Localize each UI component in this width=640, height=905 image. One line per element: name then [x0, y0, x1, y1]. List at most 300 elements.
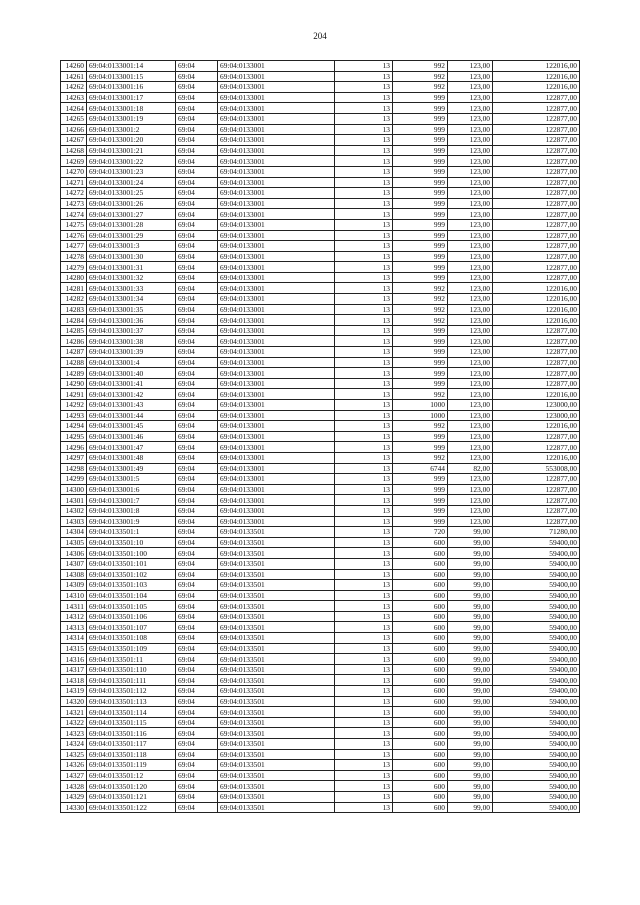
table-row: [61, 717, 580, 728]
quarter-code-cell: 69:04:0133001: [218, 336, 335, 347]
cadastral-number-cell: 69:04:0133001:5: [87, 474, 176, 485]
cadastral-number-cell: 69:04:0133001:40: [87, 368, 176, 379]
area-cell: 999: [393, 516, 448, 527]
row-number-cell: 14297: [61, 452, 87, 463]
district-code-cell: 69:04: [176, 505, 218, 516]
value-cell: 122016,00: [493, 294, 580, 305]
table-row: [61, 177, 580, 188]
area-cell: 999: [393, 442, 448, 453]
area-cell: 600: [393, 686, 448, 697]
table-row: [61, 601, 580, 612]
group-cell: 13: [335, 696, 393, 707]
group-cell: 13: [335, 802, 393, 813]
table-row: [61, 569, 580, 580]
area-cell: 999: [393, 505, 448, 516]
value-cell: 122877,00: [493, 474, 580, 485]
district-code-cell: 69:04: [176, 474, 218, 485]
area-cell: 999: [393, 198, 448, 209]
cadastral-number-cell: 69:04:0133001:23: [87, 166, 176, 177]
quarter-code-cell: 69:04:0133501: [218, 537, 335, 548]
row-number-cell: 14330: [61, 802, 87, 813]
group-cell: 13: [335, 219, 393, 230]
rate-cell: 123,00: [448, 71, 493, 82]
quarter-code-cell: 69:04:0133001: [218, 166, 335, 177]
district-code-cell: 69:04: [176, 177, 218, 188]
district-code-cell: 69:04: [176, 71, 218, 82]
row-number-cell: 14322: [61, 717, 87, 728]
group-cell: 13: [335, 421, 393, 432]
cadastral-number-cell: 69:04:0133501:109: [87, 643, 176, 654]
value-cell: 59400,00: [493, 717, 580, 728]
rate-cell: 123,00: [448, 283, 493, 294]
quarter-code-cell: 69:04:0133001: [218, 262, 335, 273]
rate-cell: 123,00: [448, 230, 493, 241]
district-code-cell: 69:04: [176, 760, 218, 771]
area-cell: 600: [393, 696, 448, 707]
district-code-cell: 69:04: [176, 707, 218, 718]
value-cell: 59400,00: [493, 770, 580, 781]
table-row: [61, 675, 580, 686]
cadastral-table: [60, 60, 580, 813]
row-number-cell: 14287: [61, 347, 87, 358]
area-cell: 6744: [393, 463, 448, 474]
row-number-cell: 14308: [61, 569, 87, 580]
cadastral-number-cell: 69:04:0133001:34: [87, 294, 176, 305]
rate-cell: 123,00: [448, 442, 493, 453]
row-number-cell: 14307: [61, 558, 87, 569]
table-row: [61, 71, 580, 82]
row-number-cell: 14293: [61, 410, 87, 421]
rate-cell: 99,00: [448, 654, 493, 665]
rate-cell: 99,00: [448, 686, 493, 697]
row-number-cell: 14303: [61, 516, 87, 527]
area-cell: 600: [393, 580, 448, 591]
value-cell: 123000,00: [493, 400, 580, 411]
rate-cell: 99,00: [448, 643, 493, 654]
row-number-cell: 14300: [61, 484, 87, 495]
row-number-cell: 14296: [61, 442, 87, 453]
group-cell: 13: [335, 241, 393, 252]
quarter-code-cell: 69:04:0133001: [218, 241, 335, 252]
quarter-code-cell: 69:04:0133501: [218, 558, 335, 569]
district-code-cell: 69:04: [176, 92, 218, 103]
value-cell: 59400,00: [493, 749, 580, 760]
district-code-cell: 69:04: [176, 675, 218, 686]
table-row: [61, 145, 580, 156]
rate-cell: 99,00: [448, 633, 493, 644]
rate-cell: 123,00: [448, 336, 493, 347]
table-row: [61, 198, 580, 209]
row-number-cell: 14301: [61, 495, 87, 506]
value-cell: 122877,00: [493, 442, 580, 453]
value-cell: 122877,00: [493, 219, 580, 230]
cadastral-number-cell: 69:04:0133001:30: [87, 251, 176, 262]
row-number-cell: 14313: [61, 622, 87, 633]
quarter-code-cell: 69:04:0133501: [218, 781, 335, 792]
quarter-code-cell: 69:04:0133001: [218, 283, 335, 294]
area-cell: 992: [393, 421, 448, 432]
row-number-cell: 14325: [61, 749, 87, 760]
group-cell: 13: [335, 431, 393, 442]
group-cell: 13: [335, 622, 393, 633]
district-code-cell: 69:04: [176, 537, 218, 548]
value-cell: 122877,00: [493, 230, 580, 241]
table-row: [61, 463, 580, 474]
cadastral-number-cell: 69:04:0133501:108: [87, 633, 176, 644]
district-code-cell: 69:04: [176, 357, 218, 368]
cadastral-number-cell: 69:04:0133501:103: [87, 580, 176, 591]
district-code-cell: 69:04: [176, 124, 218, 135]
group-cell: 13: [335, 209, 393, 220]
rate-cell: 123,00: [448, 484, 493, 495]
group-cell: 13: [335, 728, 393, 739]
table-row: [61, 495, 580, 506]
table-row: [61, 368, 580, 379]
quarter-code-cell: 69:04:0133001: [218, 389, 335, 400]
table-row: [61, 389, 580, 400]
area-cell: 720: [393, 527, 448, 538]
rate-cell: 99,00: [448, 548, 493, 559]
district-code-cell: 69:04: [176, 315, 218, 326]
rate-cell: 99,00: [448, 590, 493, 601]
cadastral-number-cell: 69:04:0133501:114: [87, 707, 176, 718]
district-code-cell: 69:04: [176, 347, 218, 358]
quarter-code-cell: 69:04:0133001: [218, 92, 335, 103]
area-cell: 1000: [393, 410, 448, 421]
cadastral-number-cell: 69:04:0133001:27: [87, 209, 176, 220]
table-row: [61, 92, 580, 103]
rate-cell: 123,00: [448, 156, 493, 167]
cadastral-number-cell: 69:04:0133001:44: [87, 410, 176, 421]
value-cell: 122877,00: [493, 272, 580, 283]
group-cell: 13: [335, 452, 393, 463]
rate-cell: 99,00: [448, 527, 493, 538]
district-code-cell: 69:04: [176, 145, 218, 156]
quarter-code-cell: 69:04:0133001: [218, 272, 335, 283]
cadastral-number-cell: 69:04:0133001:2: [87, 124, 176, 135]
quarter-code-cell: 69:04:0133001: [218, 495, 335, 506]
district-code-cell: 69:04: [176, 304, 218, 315]
group-cell: 13: [335, 82, 393, 93]
district-code-cell: 69:04: [176, 431, 218, 442]
value-cell: 553008,00: [493, 463, 580, 474]
value-cell: 59400,00: [493, 558, 580, 569]
district-code-cell: 69:04: [176, 241, 218, 252]
row-number-cell: 14271: [61, 177, 87, 188]
value-cell: 122016,00: [493, 61, 580, 72]
area-cell: 600: [393, 654, 448, 665]
district-code-cell: 69:04: [176, 633, 218, 644]
value-cell: 122016,00: [493, 389, 580, 400]
row-number-cell: 14269: [61, 156, 87, 167]
rate-cell: 99,00: [448, 569, 493, 580]
area-cell: 600: [393, 664, 448, 675]
row-number-cell: 14292: [61, 400, 87, 411]
district-code-cell: 69:04: [176, 113, 218, 124]
rate-cell: 99,00: [448, 781, 493, 792]
group-cell: 13: [335, 325, 393, 336]
value-cell: 122877,00: [493, 103, 580, 114]
table-row: [61, 474, 580, 485]
rate-cell: 123,00: [448, 304, 493, 315]
group-cell: 13: [335, 590, 393, 601]
row-number-cell: 14309: [61, 580, 87, 591]
district-code-cell: 69:04: [176, 802, 218, 813]
district-code-cell: 69:04: [176, 61, 218, 72]
table-row: [61, 622, 580, 633]
cadastral-number-cell: 69:04:0133501:107: [87, 622, 176, 633]
row-number-cell: 14304: [61, 527, 87, 538]
district-code-cell: 69:04: [176, 654, 218, 665]
table-row: [61, 166, 580, 177]
district-code-cell: 69:04: [176, 781, 218, 792]
area-cell: 600: [393, 558, 448, 569]
group-cell: 13: [335, 113, 393, 124]
area-cell: 600: [393, 611, 448, 622]
quarter-code-cell: 69:04:0133501: [218, 611, 335, 622]
row-number-cell: 14323: [61, 728, 87, 739]
area-cell: 999: [393, 272, 448, 283]
group-cell: 13: [335, 495, 393, 506]
cadastral-number-cell: 69:04:0133001:15: [87, 71, 176, 82]
group-cell: 13: [335, 336, 393, 347]
table-row: [61, 230, 580, 241]
row-number-cell: 14267: [61, 135, 87, 146]
cadastral-number-cell: 69:04:0133001:35: [87, 304, 176, 315]
table-row: [61, 643, 580, 654]
table-row: [61, 135, 580, 146]
group-cell: 13: [335, 315, 393, 326]
group-cell: 13: [335, 145, 393, 156]
area-cell: 600: [393, 633, 448, 644]
row-number-cell: 14294: [61, 421, 87, 432]
group-cell: 13: [335, 177, 393, 188]
value-cell: 122877,00: [493, 156, 580, 167]
value-cell: 122877,00: [493, 145, 580, 156]
rate-cell: 123,00: [448, 410, 493, 421]
district-code-cell: 69:04: [176, 527, 218, 538]
value-cell: 122877,00: [493, 262, 580, 273]
row-number-cell: 14282: [61, 294, 87, 305]
area-cell: 999: [393, 209, 448, 220]
rate-cell: 123,00: [448, 198, 493, 209]
value-cell: 122016,00: [493, 71, 580, 82]
district-code-cell: 69:04: [176, 389, 218, 400]
rate-cell: 99,00: [448, 537, 493, 548]
rate-cell: 99,00: [448, 558, 493, 569]
table-row: [61, 707, 580, 718]
value-cell: 122877,00: [493, 484, 580, 495]
row-number-cell: 14290: [61, 378, 87, 389]
cadastral-number-cell: 69:04:0133001:48: [87, 452, 176, 463]
row-number-cell: 14277: [61, 241, 87, 252]
quarter-code-cell: 69:04:0133501: [218, 802, 335, 813]
group-cell: 13: [335, 378, 393, 389]
rate-cell: 99,00: [448, 622, 493, 633]
area-cell: 999: [393, 368, 448, 379]
quarter-code-cell: 69:04:0133501: [218, 760, 335, 771]
district-code-cell: 69:04: [176, 272, 218, 283]
area-cell: 992: [393, 71, 448, 82]
cadastral-number-cell: 69:04:0133001:14: [87, 61, 176, 72]
quarter-code-cell: 69:04:0133001: [218, 71, 335, 82]
area-cell: 999: [393, 251, 448, 262]
district-code-cell: 69:04: [176, 103, 218, 114]
value-cell: 59400,00: [493, 633, 580, 644]
area-cell: 999: [393, 484, 448, 495]
value-cell: 59400,00: [493, 675, 580, 686]
cadastral-number-cell: 69:04:0133001:21: [87, 145, 176, 156]
group-cell: 13: [335, 272, 393, 283]
table-row: [61, 188, 580, 199]
row-number-cell: 14263: [61, 92, 87, 103]
table-row: [61, 611, 580, 622]
row-number-cell: 14279: [61, 262, 87, 273]
rate-cell: 99,00: [448, 707, 493, 718]
table-row: [61, 548, 580, 559]
district-code-cell: 69:04: [176, 442, 218, 453]
rate-cell: 123,00: [448, 378, 493, 389]
district-code-cell: 69:04: [176, 558, 218, 569]
district-code-cell: 69:04: [176, 516, 218, 527]
district-code-cell: 69:04: [176, 166, 218, 177]
district-code-cell: 69:04: [176, 686, 218, 697]
quarter-code-cell: 69:04:0133501: [218, 664, 335, 675]
district-code-cell: 69:04: [176, 400, 218, 411]
table-row: [61, 505, 580, 516]
rate-cell: 99,00: [448, 760, 493, 771]
value-cell: 122877,00: [493, 495, 580, 506]
row-number-cell: 14273: [61, 198, 87, 209]
rate-cell: 123,00: [448, 272, 493, 283]
area-cell: 999: [393, 230, 448, 241]
table-row: [61, 294, 580, 305]
value-cell: 59400,00: [493, 781, 580, 792]
row-number-cell: 14315: [61, 643, 87, 654]
row-number-cell: 14289: [61, 368, 87, 379]
cadastral-number-cell: 69:04:0133001:38: [87, 336, 176, 347]
table-row: [61, 325, 580, 336]
rate-cell: 123,00: [448, 505, 493, 516]
value-cell: 59400,00: [493, 590, 580, 601]
area-cell: 600: [393, 707, 448, 718]
quarter-code-cell: 69:04:0133501: [218, 633, 335, 644]
area-cell: 600: [393, 802, 448, 813]
value-cell: 71280,00: [493, 527, 580, 538]
value-cell: 59400,00: [493, 739, 580, 750]
value-cell: 59400,00: [493, 611, 580, 622]
group-cell: 13: [335, 198, 393, 209]
cadastral-number-cell: 69:04:0133001:8: [87, 505, 176, 516]
row-number-cell: 14326: [61, 760, 87, 771]
table-row: [61, 791, 580, 802]
cadastral-number-cell: 69:04:0133001:25: [87, 188, 176, 199]
cadastral-number-cell: 69:04:0133501:120: [87, 781, 176, 792]
value-cell: 122016,00: [493, 283, 580, 294]
value-cell: 122877,00: [493, 124, 580, 135]
group-cell: 13: [335, 71, 393, 82]
table-row: [61, 421, 580, 432]
value-cell: 122877,00: [493, 166, 580, 177]
value-cell: 122877,00: [493, 347, 580, 358]
district-code-cell: 69:04: [176, 495, 218, 506]
group-cell: 13: [335, 368, 393, 379]
rate-cell: 99,00: [448, 791, 493, 802]
group-cell: 13: [335, 580, 393, 591]
rate-cell: 123,00: [448, 113, 493, 124]
cadastral-number-cell: 69:04:0133001:42: [87, 389, 176, 400]
area-cell: 992: [393, 315, 448, 326]
group-cell: 13: [335, 304, 393, 315]
table-row: [61, 739, 580, 750]
district-code-cell: 69:04: [176, 548, 218, 559]
cadastral-number-cell: 69:04:0133001:41: [87, 378, 176, 389]
value-cell: 122877,00: [493, 368, 580, 379]
group-cell: 13: [335, 484, 393, 495]
district-code-cell: 69:04: [176, 368, 218, 379]
cadastral-number-cell: 69:04:0133501:112: [87, 686, 176, 697]
row-number-cell: 14298: [61, 463, 87, 474]
cadastral-number-cell: 69:04:0133501:115: [87, 717, 176, 728]
value-cell: 122016,00: [493, 304, 580, 315]
row-number-cell: 14329: [61, 791, 87, 802]
cadastral-number-cell: 69:04:0133001:39: [87, 347, 176, 358]
rate-cell: 123,00: [448, 135, 493, 146]
group-cell: 13: [335, 760, 393, 771]
cadastral-number-cell: 69:04:0133001:47: [87, 442, 176, 453]
row-number-cell: 14321: [61, 707, 87, 718]
cadastral-number-cell: 69:04:0133001:18: [87, 103, 176, 114]
cadastral-number-cell: 69:04:0133501:122: [87, 802, 176, 813]
quarter-code-cell: 69:04:0133001: [218, 325, 335, 336]
rate-cell: 123,00: [448, 495, 493, 506]
value-cell: 122877,00: [493, 505, 580, 516]
value-cell: 122877,00: [493, 378, 580, 389]
district-code-cell: 69:04: [176, 696, 218, 707]
table-row: [61, 527, 580, 538]
district-code-cell: 69:04: [176, 580, 218, 591]
quarter-code-cell: 69:04:0133001: [218, 431, 335, 442]
area-cell: 600: [393, 781, 448, 792]
table-row: [61, 558, 580, 569]
table-body: [61, 61, 580, 813]
district-code-cell: 69:04: [176, 82, 218, 93]
group-cell: 13: [335, 283, 393, 294]
quarter-code-cell: 69:04:0133501: [218, 580, 335, 591]
rate-cell: 123,00: [448, 219, 493, 230]
value-cell: 122877,00: [493, 177, 580, 188]
district-code-cell: 69:04: [176, 622, 218, 633]
rate-cell: 99,00: [448, 601, 493, 612]
value-cell: 122877,00: [493, 209, 580, 220]
quarter-code-cell: 69:04:0133501: [218, 717, 335, 728]
rate-cell: 123,00: [448, 241, 493, 252]
quarter-code-cell: 69:04:0133001: [218, 315, 335, 326]
quarter-code-cell: 69:04:0133001: [218, 294, 335, 305]
rate-cell: 123,00: [448, 251, 493, 262]
quarter-code-cell: 69:04:0133001: [218, 145, 335, 156]
value-cell: 59400,00: [493, 537, 580, 548]
group-cell: 13: [335, 527, 393, 538]
table-row: [61, 537, 580, 548]
quarter-code-cell: 69:04:0133501: [218, 569, 335, 580]
area-cell: 999: [393, 156, 448, 167]
quarter-code-cell: 69:04:0133001: [218, 113, 335, 124]
cadastral-number-cell: 69:04:0133001:32: [87, 272, 176, 283]
row-number-cell: 14306: [61, 548, 87, 559]
area-cell: 992: [393, 389, 448, 400]
quarter-code-cell: 69:04:0133501: [218, 622, 335, 633]
